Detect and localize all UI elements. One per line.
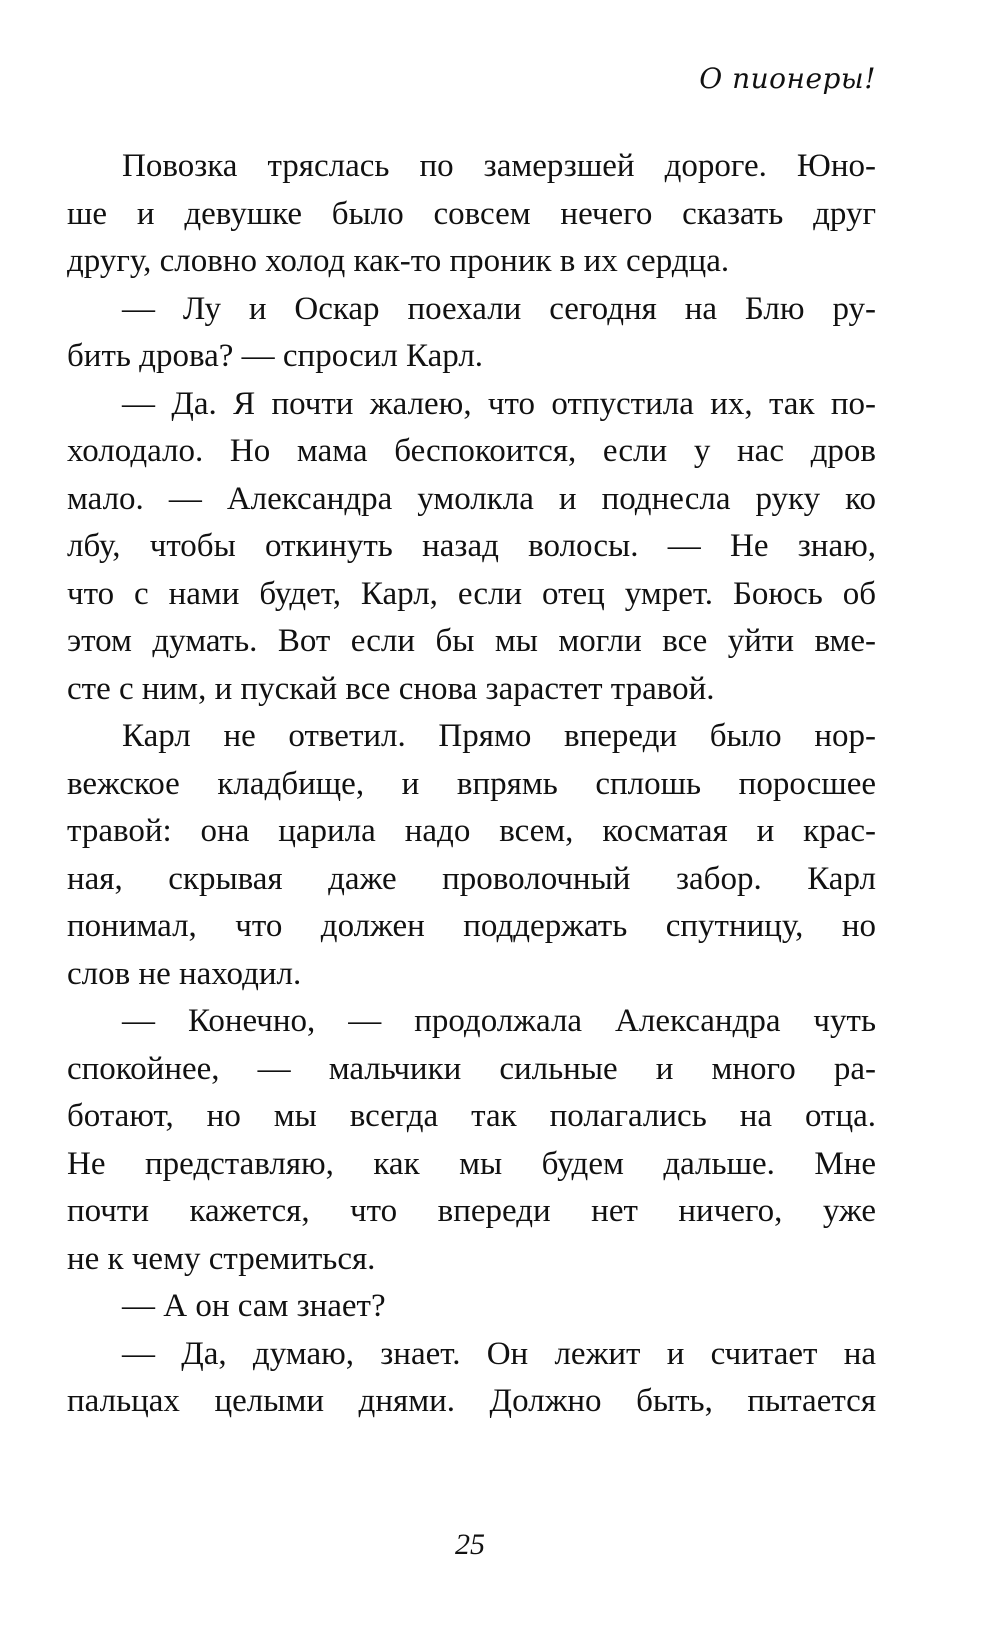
text-line: Не представляю, как мы будем дальше. Мне [67, 1145, 876, 1182]
text-line: почти кажется, что впереди нет ничего, уже [67, 1193, 876, 1229]
text-line: пальцах целыми днями. Должно быть, пытается [67, 1383, 876, 1419]
text-line: этом думать. Вот если бы мы могли все уйти вме- [67, 623, 876, 659]
text-line: спокойнее, — мальчики сильные и много ра- [67, 1050, 876, 1087]
text-line: — Да, думаю, знает. Он лежит и считает на [122, 1335, 876, 1372]
text-line: мало. — Александра умолкла и поднесла руку ко [67, 480, 876, 517]
text-line: другу, словно холод как-то проник в их сердца. [67, 243, 730, 279]
text-line: что с нами будет, Карл, если отец умрет. Боюсь об [67, 575, 876, 612]
page-number: 25 [455, 1528, 485, 1561]
text-line: понимал, что должен поддержать спутницу, но [67, 908, 876, 944]
body-text [67, 143, 876, 1426]
text-line: бить дрова? — спросил Карл. [67, 338, 484, 374]
text-line: холодало. Но мама беспокоится, если у нас дров [67, 433, 876, 469]
text-line: Повозка тряслась по замерзшей дороге. Юно- [122, 148, 876, 184]
text-line: ше и девушке было совсем нечего сказать друг [67, 195, 876, 232]
text-line: ботают, но мы всегда так полагались на отца. [67, 1098, 876, 1134]
text-line: — А он сам знает? [122, 1288, 386, 1324]
text-line: сте с ним, и пускай все снова зарастет травой. [67, 670, 715, 707]
text-line: — Конечно, — продолжала Александра чуть [122, 1003, 876, 1039]
text-line: лбу, чтобы откинуть назад волосы. — Не знаю, [67, 528, 876, 564]
text-line: Карл не ответил. Прямо впереди было нор- [122, 718, 876, 754]
text-line: слов не находил. [67, 955, 302, 992]
text-line: не к чему стремиться. [67, 1240, 376, 1277]
text-line: — Да. Я почти жалею, что отпустила их, так по- [122, 385, 876, 422]
text-line: травой: она царила надо всем, косматая и крас- [67, 813, 876, 849]
text-line: — Лу и Оскар поехали сегодня на Блю ру- [122, 290, 876, 327]
text-line: вежское кладбище, и впрямь сплошь поросшее [67, 765, 876, 802]
text-line: ная, скрывая даже проволочный забор. Карл [67, 860, 876, 897]
running-head: О пионеры! [699, 62, 876, 95]
